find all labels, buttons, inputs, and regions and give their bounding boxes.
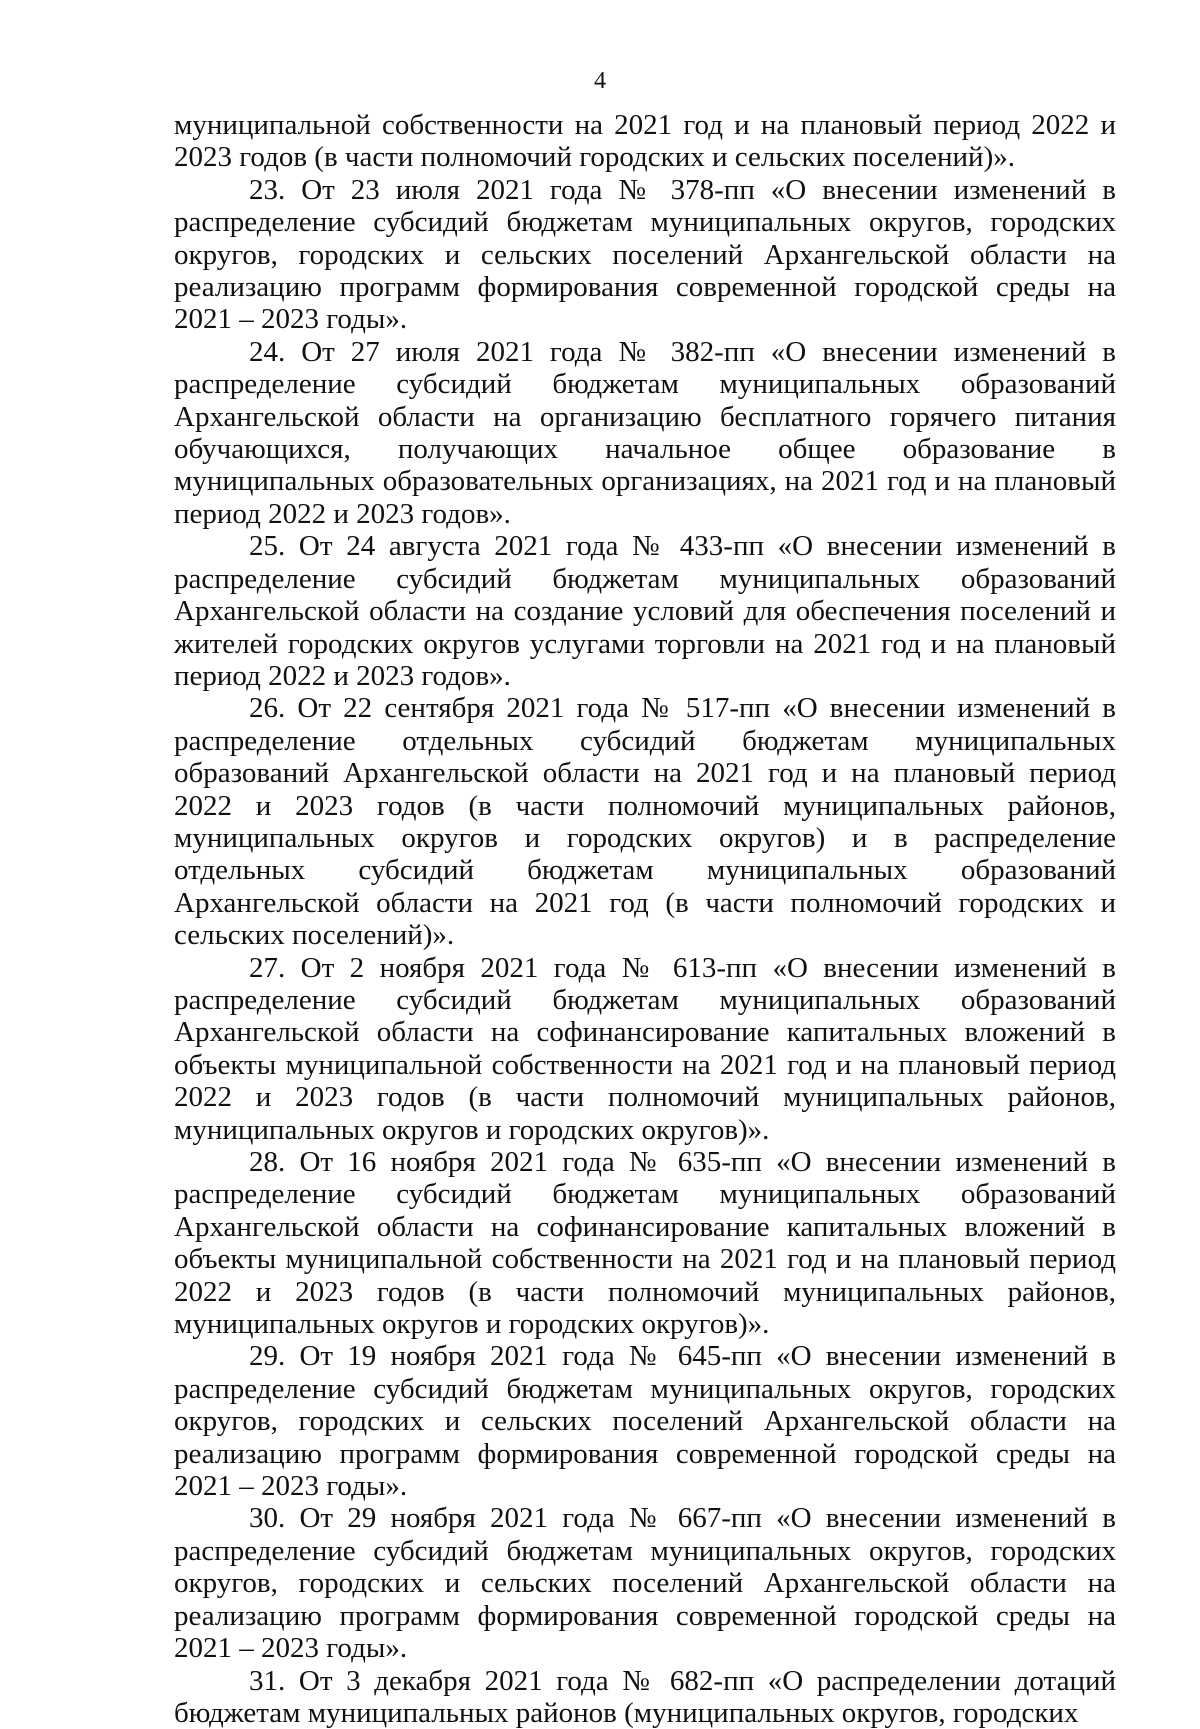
page-number: 4 — [0, 66, 1200, 96]
list-item — [174, 1502, 1116, 1664]
list-item — [174, 336, 1116, 530]
item-number: 24. — [249, 336, 285, 368]
item-number: 31. — [249, 1665, 285, 1697]
item-text: От 16 ноября 2021 года № 635-пп «О внесении изменений в распределение субсидий бюджетам муниципальных образований Архангельской области на софинансирование капитальных вложений в объекты муниципальной собственности на 2021 год и на плановый период 2022 и 2023 годов (в части полномочий муниципальных районов, муниципальных округов и городских округов)». — [174, 1146, 1116, 1340]
item-text: От 27 июля 2021 года № 382-пп «О внесении изменений в распределение субсидий бюджетам муниципальных образований Архангельской области на организацию бесплатного горячего питания обучающихся, получающих начальное общее образование в муниципальных образовательных организациях, на 2021 год и на плановый период 2022 и 2023 годов». — [174, 336, 1116, 530]
item-text: От 19 ноября 2021 года № 645-пп «О внесении изменений в распределение субсидий бюджетам муниципальных округов, городских округов, городских и сельских поселений Архангельской области на реализацию программ формирования современной городской среды на 2021 – 2023 годы». — [174, 1340, 1116, 1502]
item-number: 28. — [249, 1146, 285, 1178]
item-text: От 2 ноября 2021 года № 613-пп «О внесении изменений в распределение субсидий бюджетам муниципальных образований Архангельской области на софинансирование капитальных вложений в объекты муниципальной собственности на 2021 год и на плановый период 2022 и 2023 годов (в части полномочий муниципальных районов, муниципальных округов и городских округов)». — [174, 952, 1116, 1146]
item-text: От 29 ноября 2021 года № 667-пп «О внесении изменений в распределение субсидий бюджетам муниципальных округов, городских округов, городских и сельских поселений Архангельской области на реализацию программ формирования современной городской среды на 2021 – 2023 годы». — [174, 1502, 1116, 1664]
item-number: 26. — [249, 692, 285, 724]
item-number: 29. — [249, 1340, 285, 1372]
list-item — [174, 1340, 1116, 1502]
item-text: От 22 сентября 2021 года № 517-пп «О внесении изменений в распределение отдельных субсидий бюджетам муниципальных образований Архангельской области на 2021 год и на плановый период 2022 и 2023 годов (в части полномочий муниципальных районов, муниципальных округов и городских округов) и в распределение отдельных субсидий бюджетам муниципальных образований Архангельской области на 2021 год (в части полномочий городских и сельских поселений)». — [174, 692, 1116, 951]
item-number: 30. — [249, 1502, 285, 1534]
list-item — [174, 530, 1116, 692]
item-number: 23. — [249, 174, 285, 206]
list-item — [174, 174, 1116, 336]
item-text: От 24 августа 2021 года № 433-пп «О внесении изменений в распределение субсидий бюджетам муниципальных образований Архангельской области на создание условий для обеспечения поселений и жителей городских округов услугами торговли на 2021 год и на плановый период 2022 и 2023 годов». — [174, 530, 1116, 692]
list-item — [174, 692, 1116, 951]
list-item — [174, 1146, 1116, 1340]
item-text: От 23 июля 2021 года № 378-пп «О внесении изменений в распределение субсидий бюджетам муниципальных округов, городских округов, городских и сельских поселений Архангельской области на реализацию программ формирования современной городской среды на 2021 – 2023 годы». — [174, 174, 1116, 336]
continuation-paragraph: муниципальной собственности на 2021 год и на плановый период 2022 и 2023 годов (в части полномочий городских и сельских поселений)». — [174, 109, 1116, 174]
item-number: 25. — [249, 530, 285, 562]
document-body — [174, 109, 1116, 1729]
item-text: От 3 декабря 2021 года № 682-пп «О распределении дотаций бюджетам муниципальных районов (муниципальных округов, городских — [174, 1665, 1116, 1729]
list-item — [174, 952, 1116, 1146]
item-number: 27. — [249, 952, 285, 984]
